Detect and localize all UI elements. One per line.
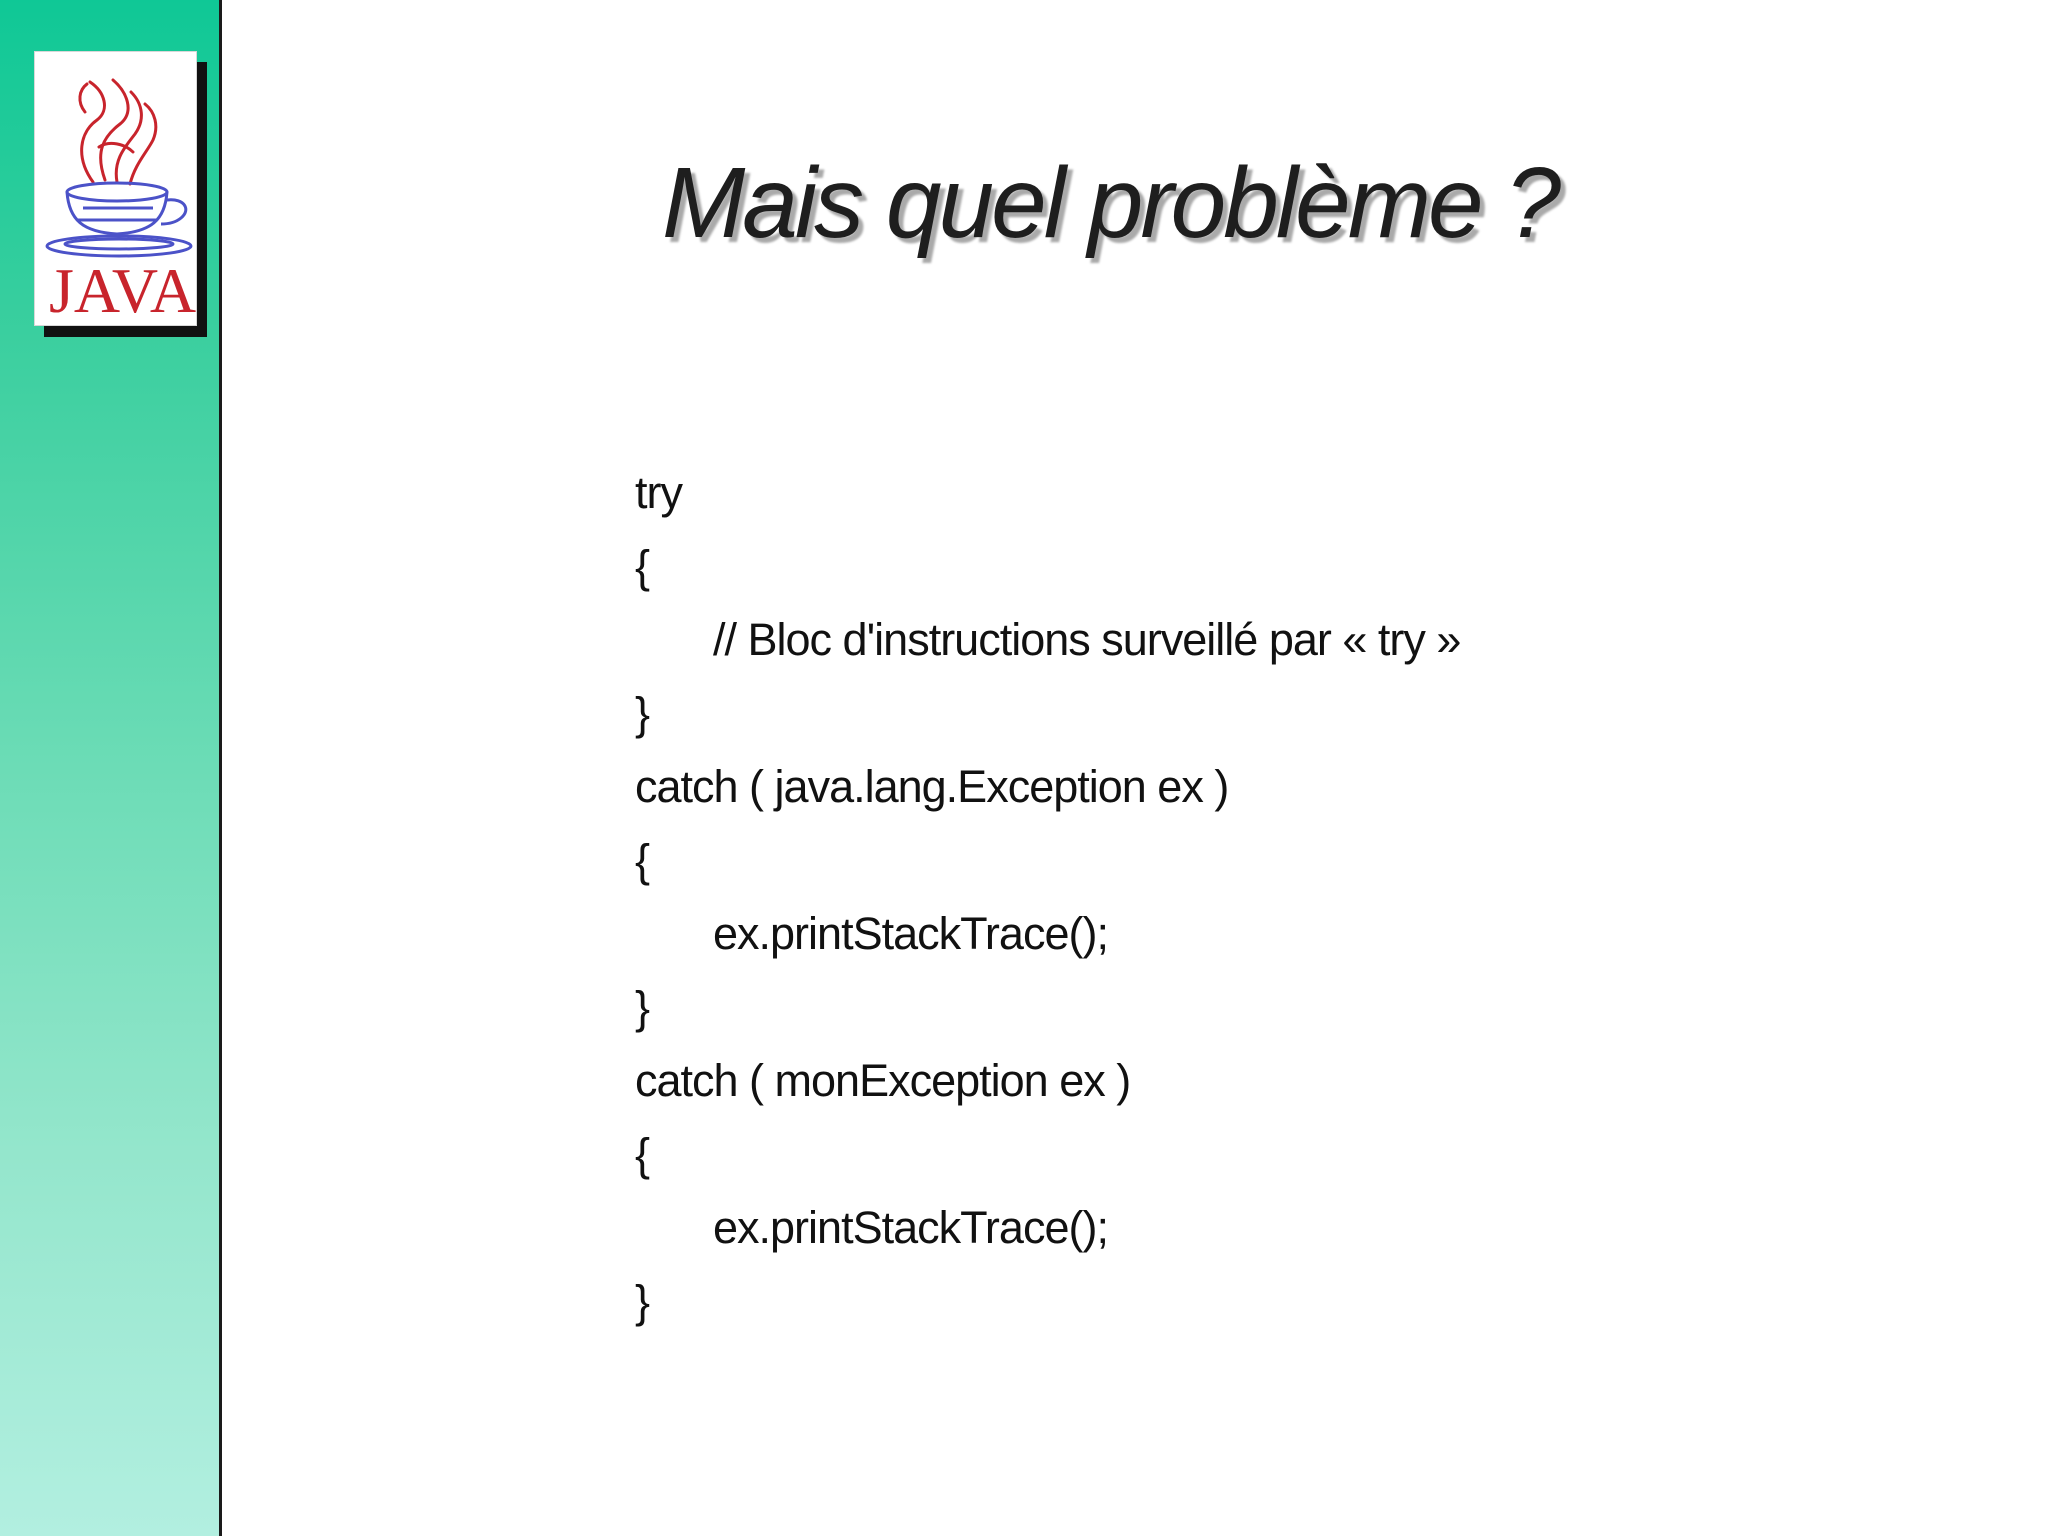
code-line-try: try — [635, 467, 682, 518]
code-line-open-brace: { — [635, 1128, 650, 1180]
code-line-open-brace: { — [635, 834, 650, 886]
code-line-comment: // Bloc d'instructions surveillé par « try » — [713, 614, 1461, 665]
code-line-catch-exception: catch ( java.lang.Exception ex ) — [635, 761, 1229, 812]
java-logo — [34, 51, 197, 326]
code-line-print-stack-trace: ex.printStackTrace(); — [713, 908, 1108, 959]
code-line-print-stack-trace: ex.printStackTrace(); — [713, 1202, 1108, 1253]
code-line-open-brace: { — [635, 540, 650, 592]
slide-title: Mais quel problème ? — [661, 147, 1559, 259]
code-block — [635, 456, 1460, 1338]
code-line-close-brace: } — [635, 1275, 650, 1327]
code-line-close-brace: } — [635, 981, 650, 1033]
code-line-catch-mon-exception: catch ( monException ex ) — [635, 1055, 1131, 1106]
sidebar-gradient — [0, 0, 222, 1536]
code-line-close-brace: } — [635, 687, 650, 739]
java-coffee-cup-icon — [35, 52, 197, 326]
java-wordmark: JAVA — [49, 255, 197, 326]
